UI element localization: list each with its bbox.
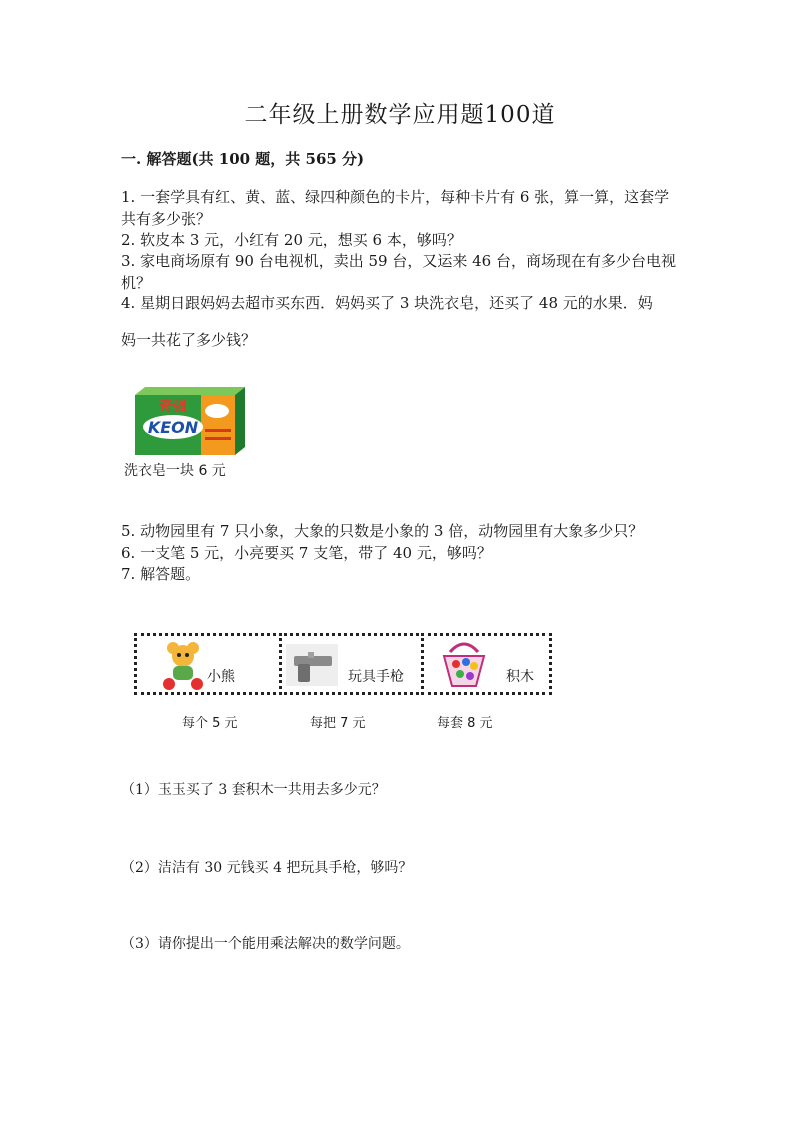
- price-pistol: 每把 7 元: [310, 716, 366, 731]
- soap-brand-top: 奇强: [159, 399, 187, 415]
- question-4-line2: 妈一共花了多少钱？: [121, 331, 257, 349]
- toy-bear-icon: [159, 638, 209, 692]
- question-7: 7. 解答题。: [121, 565, 201, 583]
- soap-caption: 洗衣皂一块 6 元: [124, 463, 226, 479]
- toy-pistol-icon: [286, 642, 340, 690]
- question-3: 3. 家电商场原有 90 台电视机，卖出 59 台，又运来 46 台，商场现在有多少台电视机？: [121, 252, 676, 292]
- subquestion-2: （2）洁洁有 30 元钱买 4 把玩具手枪，够吗？: [121, 860, 413, 876]
- subquestion-1: （1）玉玉买了 3 套积木一共用去多少元？: [121, 782, 386, 798]
- question-6: 6. 一支笔 5 元，小亮要买 7 支笔，带了 40 元，够吗？: [121, 544, 492, 562]
- price-blocks: 每套 8 元: [437, 716, 493, 731]
- subquestion-3: （3）请你提出一个能用乘法解决的数学问题。: [121, 936, 410, 952]
- section-heading: 一. 解答题(共 100 题，共 565 分): [121, 150, 365, 168]
- product-label-pistol: 玩具手枪: [348, 669, 404, 685]
- soap-brand-logo: KEON: [147, 418, 199, 437]
- product-label-blocks: 积木: [506, 669, 534, 685]
- product-cell-blocks: [421, 633, 552, 695]
- question-2: 2. 软皮本 3 元，小红有 20 元，想买 6 本，够吗？: [121, 231, 462, 249]
- soap-box-icon: [131, 385, 247, 457]
- product-cell-bear: [134, 633, 282, 695]
- product-strip: [134, 633, 552, 699]
- building-blocks-icon: [436, 638, 492, 692]
- product-label-bear: 小熊: [207, 669, 235, 685]
- soap-box-image: [131, 385, 247, 457]
- question-5: 5. 动物园里有 7 只小象，大象的只数是小象的 3 倍，动物园里有大象多少只？: [121, 522, 644, 540]
- question-4-line1: 4. 星期日跟妈妈去超市买东西．妈妈买了 3 块洗衣皂，还买了 48 元的水果．妈: [121, 294, 653, 312]
- price-bear: 每个 5 元: [182, 716, 238, 731]
- product-cell-pistol: [279, 633, 424, 695]
- page-title: 二年级上册数学应用题100道: [244, 102, 556, 128]
- question-1: 1. 一套学具有红、黄、蓝、绿四种颜色的卡片，每种卡片有 6 张，算一算，这套学共有多少张？: [121, 188, 670, 228]
